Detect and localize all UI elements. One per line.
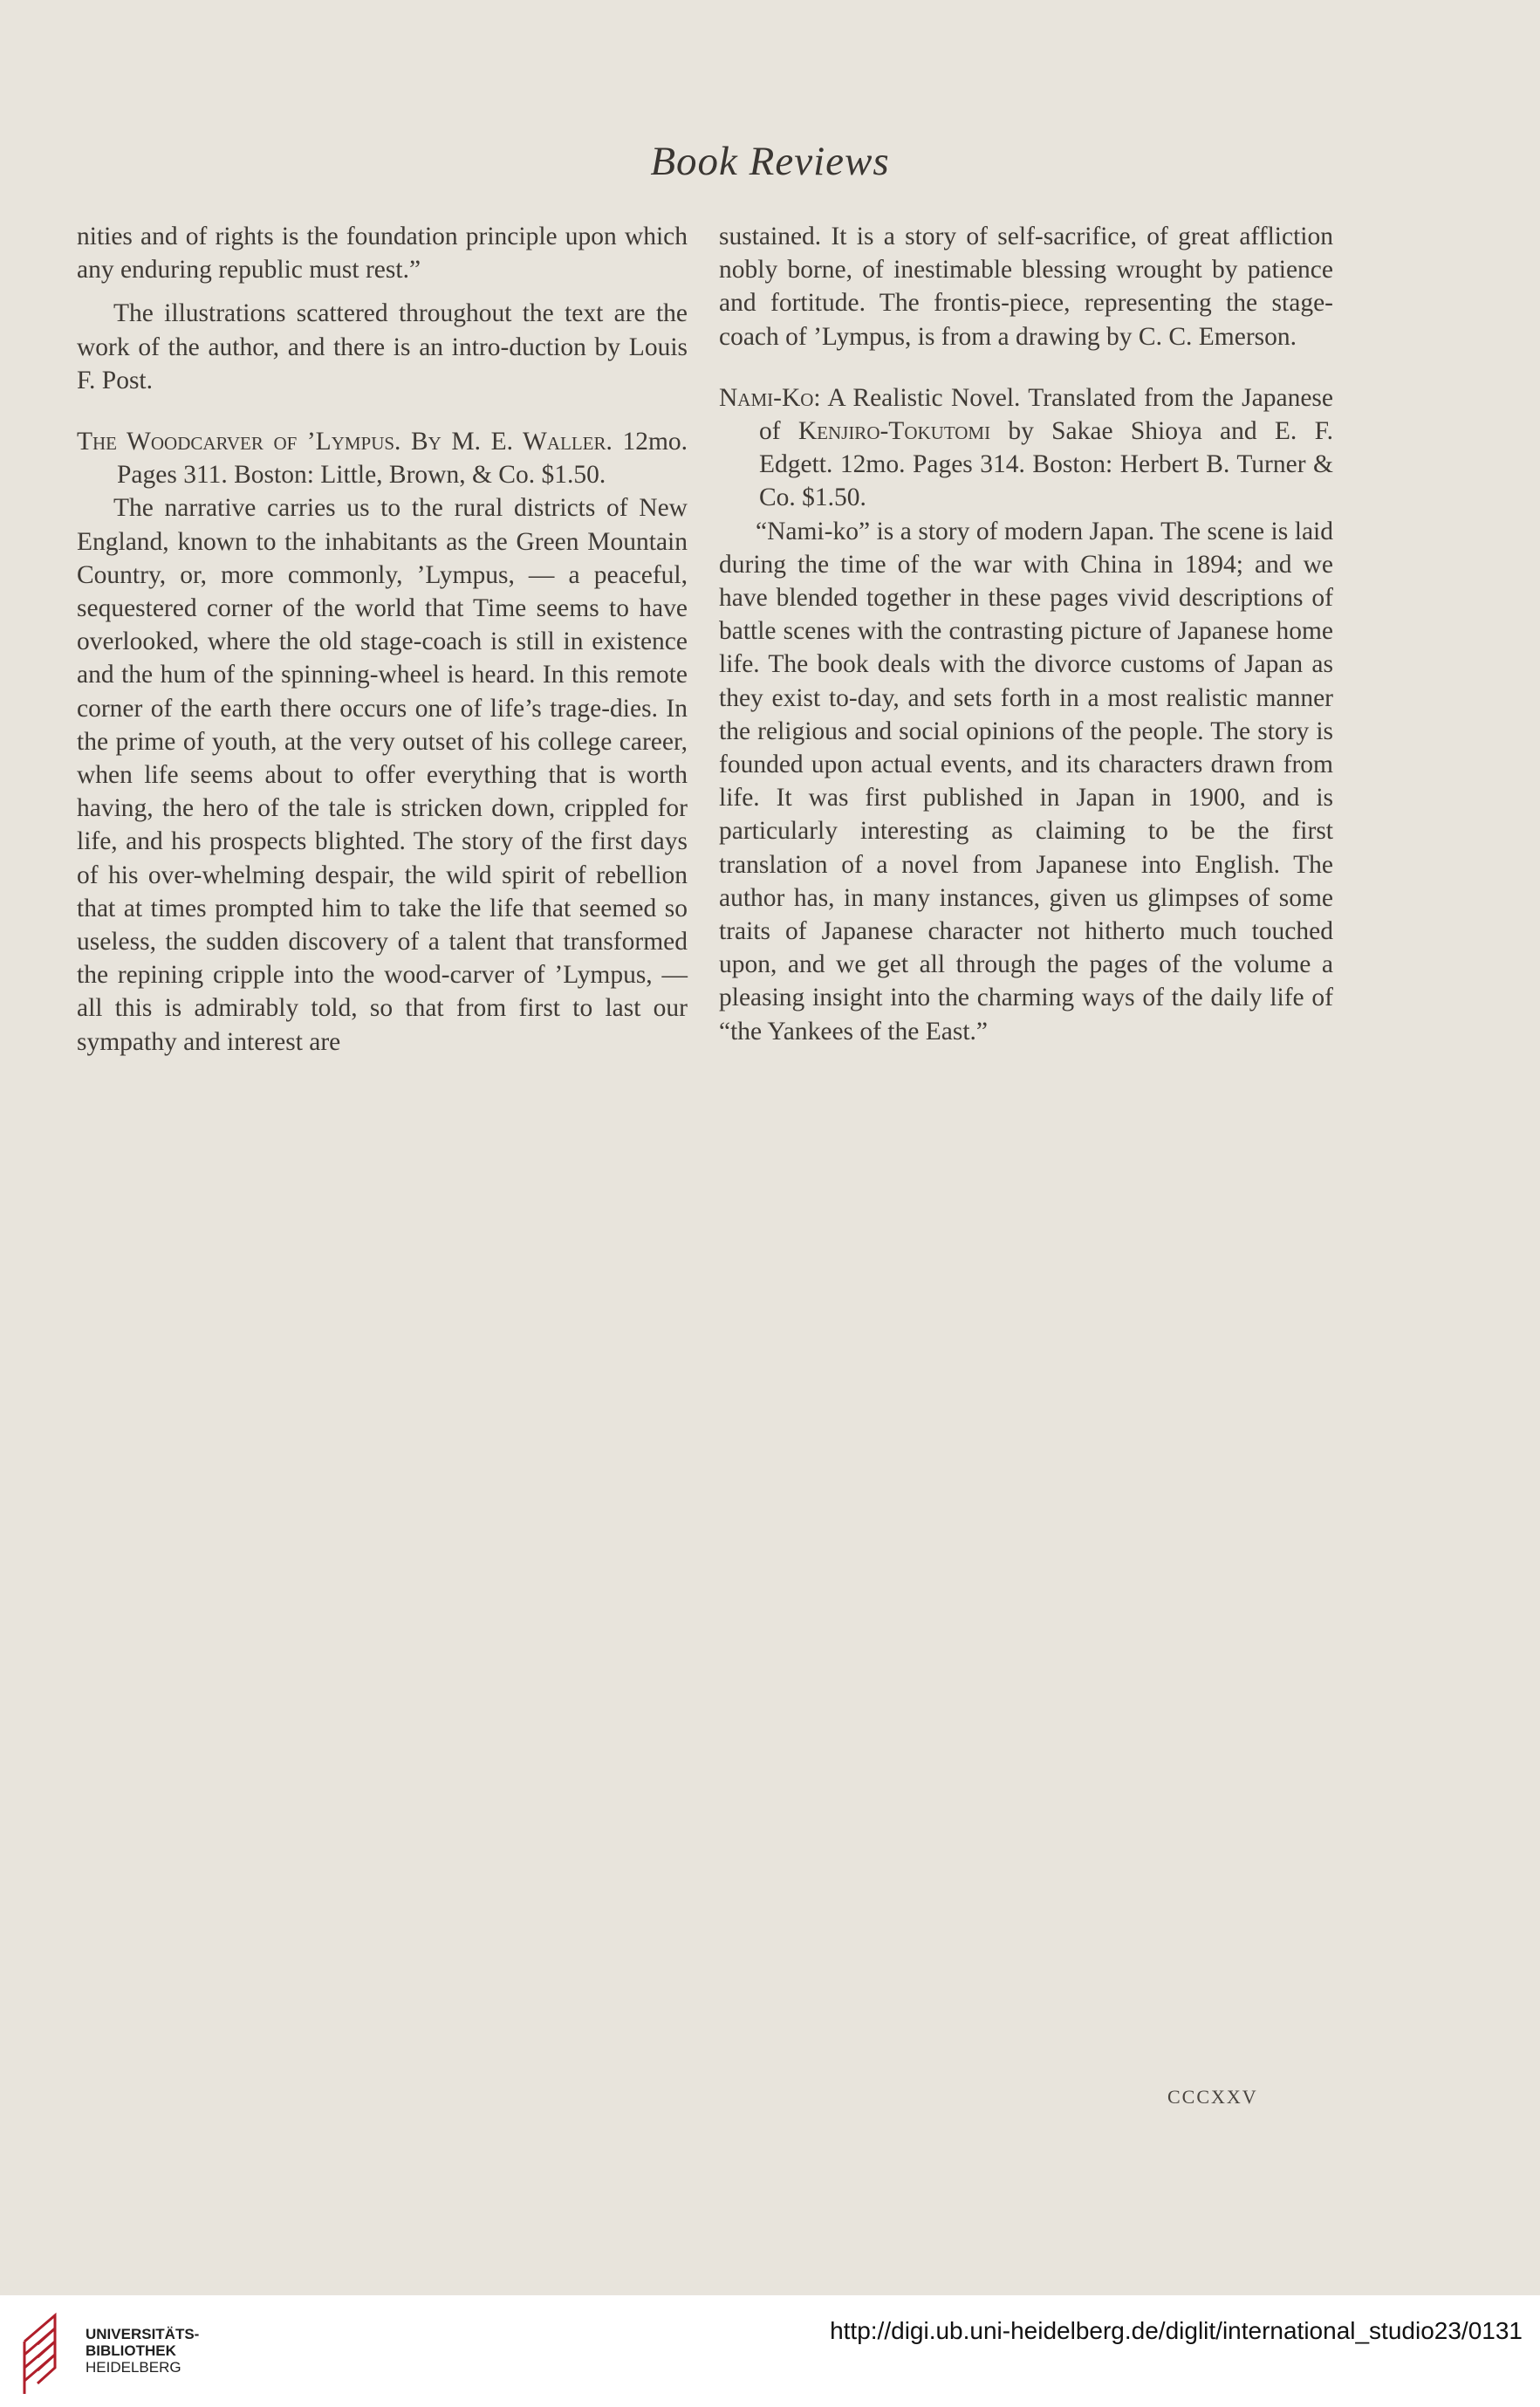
review-subtitle: A Realistic Novel. Translated from the Japanese of — [759, 383, 1333, 446]
paragraph: The illustrations scattered throughout the text are the work of the author, and there is an intro-duction by Louis F. Post. — [77, 299, 688, 394]
library-name-line: HEIDELBERG — [86, 2359, 181, 2376]
review-details: by Sakae Shioya and E. F. Edgett. 12mo. Pages 314. Boston: Herbert B. Turner & Co. $1.50. — [759, 417, 1333, 512]
page-number: CCCXXV — [1167, 2086, 1258, 2108]
source-url[interactable]: http://digi.ub.uni-heidelberg.de/diglit/international_studio23/0131 — [830, 2317, 1523, 2344]
library-name-line: UNIVERSITÄTS- — [86, 2326, 200, 2342]
review-author: By M. E. Waller. — [411, 428, 613, 456]
review-title: Nami-Ko: — [719, 383, 821, 412]
running-head: Book Reviews — [650, 139, 890, 184]
right-column — [719, 220, 1333, 1048]
footer-bar — [0, 2295, 1540, 2407]
library-logo-icon — [16, 2311, 79, 2398]
review-author: Kenjiro-Tokutomi — [797, 417, 991, 446]
paragraph: nities and of rights is the foundation principle upon which any enduring republic must rest.” — [77, 223, 688, 285]
left-column — [77, 220, 688, 1059]
review-heading — [77, 425, 688, 491]
review-body: The narrative carries us to the rural districts of New England, known to the inhabitants as the Green Mountain Country, or, more commonly, ’Lympus, — a peaceful, sequestered corner of the world that Time seems to have overlooked, where the old stage-coach is still in existence and the hum of the spinning-wheel is heard. In this remote corner of the earth there occurs one of life’s trage-dies. In the prime of youth, at the very outset of his college career, when life seems about to offer everything that is worth having, the hero of the tale is stricken down, crippled for life, and his prospects blighted. The story of the first days of his over-whelming despair, the wild spirit of rebellion that at times prompted him to take the life that seemed so useless, the sudden discovery of a talent that transformed the repining cripple into the wood-carver of ’Lympus, — all this is admirably told, so that from first to last our sympathy and interest are — [77, 494, 688, 1056]
review-heading — [719, 381, 1333, 515]
review-title: The Woodcarver of ’Lympus. — [77, 428, 401, 456]
review-details: 12mo. Pages 311. Boston: Little, Brown, & Co. $1.50. — [117, 428, 688, 490]
library-name-line: BIBLIOTHEK — [86, 2342, 176, 2359]
paragraph: sustained. It is a story of self-sacrifice, of great affliction nobly borne, of inestimable blessing wrought by patience and fortitude. The frontis-piece, representing the stage-coach of ’Lympus, is from a drawing by C. C. Emerson. — [719, 223, 1333, 351]
review-body: “Nami-ko” is a story of modern Japan. The scene is laid during the time of the war with China in 1894; and we have blended together in these pages vivid descriptions of battle scenes with the contrasting picture of Japanese home life. The book deals with the divorce customs of Japan as they exist to-day, and sets forth in a most realistic manner the religious and social opinions of the people. The story is founded upon actual events, and its characters drawn from life. It was first published in Japan in 1900, and is particularly interesting as claiming to be the first translation of a novel from Japanese into English. The author has, in many instances, given us glimpses of some traits of Japanese character not hitherto much touched upon, and we get all through the pages of the volume a pleasing insight into the charming ways of the daily life of “the Yankees of the East.” — [719, 517, 1333, 1046]
library-name — [86, 2326, 199, 2376]
